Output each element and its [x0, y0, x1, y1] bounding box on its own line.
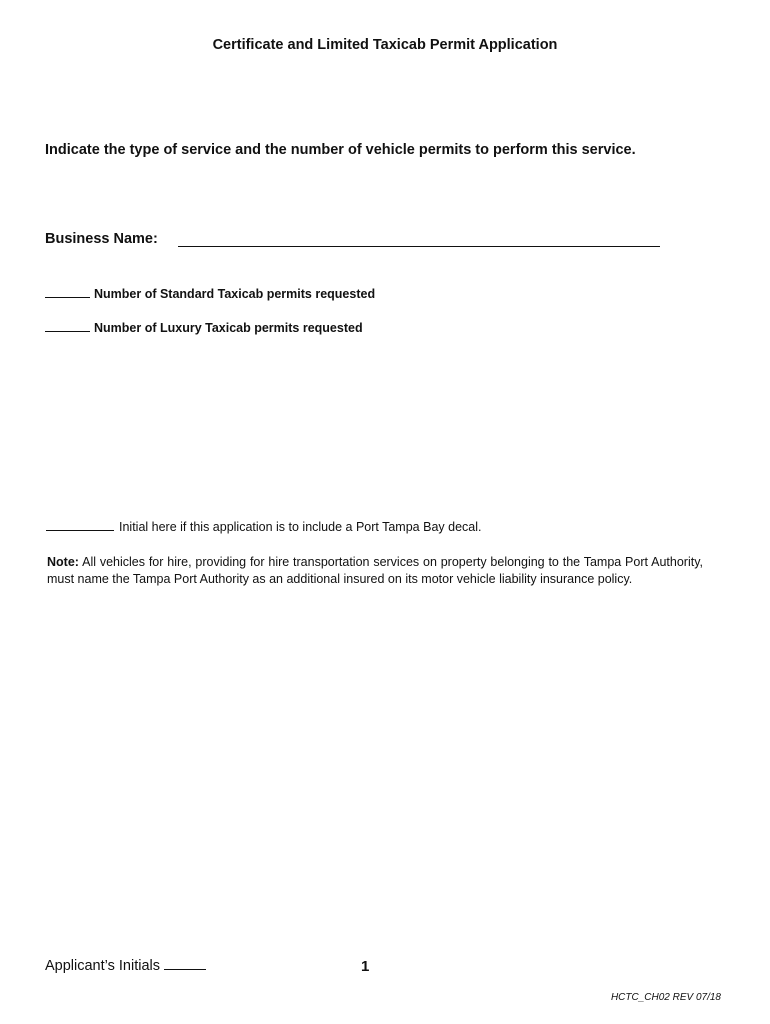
document-title: Certificate and Limited Taxicab Permit Application: [212, 37, 558, 53]
note-text: All vehicles for hire, providing for hire transportation services on property belonging to the Tampa Port Authority, must name the Tampa Port Authority as an additional insured on its motor vehicle liability insurance policy.: [47, 555, 703, 586]
form-code: HCTC_CH02 REV 07/18: [610, 992, 721, 1003]
standard-permit-count-field[interactable]: [45, 287, 90, 298]
standard-permit-row: [45, 287, 375, 301]
luxury-permit-label: Number of Luxury Taxicab permits requested: [94, 321, 363, 335]
decal-label: Initial here if this application is to include a Port Tampa Bay decal.: [119, 520, 482, 534]
standard-permit-label: Number of Standard Taxicab permits requested: [94, 287, 376, 301]
page-number: 1: [361, 958, 370, 975]
note-paragraph: [47, 554, 703, 588]
business-name-field[interactable]: [178, 246, 660, 247]
decal-initial-field[interactable]: [46, 520, 114, 531]
business-name-label: Business Name:: [45, 231, 158, 247]
luxury-permit-count-field[interactable]: [45, 321, 90, 332]
applicant-initials-field[interactable]: [164, 959, 206, 970]
applicant-initials-label: Applicant’s Initials: [45, 958, 160, 974]
note-label: Note:: [47, 555, 79, 569]
applicant-initials-row: [45, 958, 206, 974]
decal-row: [46, 520, 481, 534]
instruction-text: Indicate the type of service and the number of vehicle permits to perform this service.: [45, 142, 636, 158]
luxury-permit-row: [45, 321, 363, 335]
